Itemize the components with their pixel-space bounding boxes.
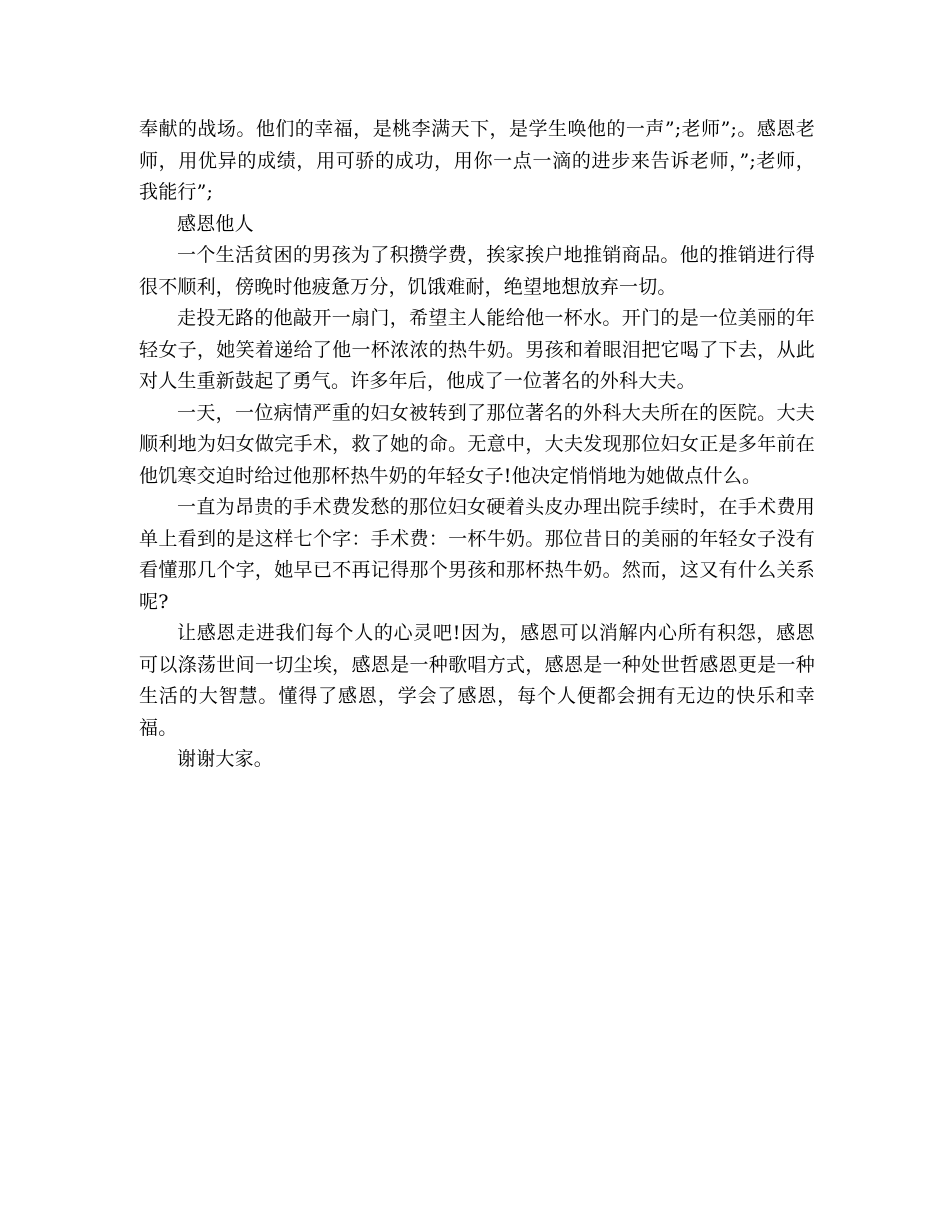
paragraph: 一天，一位病情严重的妇女被转到了那位著名的外科大夫所在的医院。大夫顺利地为妇女做完手术，救了她的命。无意中，大夫发现那位妇女正是多年前在他饥寒交迫时给过他那杯热牛奶的年轻女子!他决定悄悄地为她做点什么。 — [139, 401, 815, 487]
paragraph: 一直为昂贵的手术费发愁的那位妇女硬着头皮办理出院手续时，在手术费用单上看到的是这样七个字：手术费：一杯牛奶。那位昔日的美丽的年轻女子没有看懂那几个字，她早已不再记得那个男孩和那杯热牛奶。然而，这又有什么关系呢? — [139, 496, 815, 613]
paragraph: 一个生活贫困的男孩为了积攒学费，挨家挨户地推销商品。他的推销进行得很不顺利，傍晚时他疲惫万分，饥饿难耐，绝望地想放弃一切。 — [139, 244, 815, 298]
closing-line: 谢谢大家。 — [177, 748, 274, 770]
document-page — [139, 114, 815, 776]
paragraph-continued: 奉献的战场。他们的幸福，是桃李满天下，是学生唤他的一声”;老师”;。感恩老师，用优异的成绩，用可骄的成功，用你一点一滴的进步来告诉老师，”;老师，我能行”; — [139, 118, 815, 203]
paragraph: 让感恩走进我们每个人的心灵吧!因为，感恩可以消解内心所有积怨，感恩可以涤荡世间一切尘埃，感恩是一种歌唱方式，感恩是一种处世哲感恩更是一种生活的大智慧。懂得了感恩，学会了感恩，每个人便都会拥有无边的快乐和幸福。 — [139, 622, 815, 739]
section-heading: 感恩他人 — [177, 212, 254, 235]
paragraph: 走投无路的他敲开一扇门，希望主人能给他一杯水。开门的是一位美丽的年轻女子，她笑着递给了他一杯浓浓的热牛奶。男孩和着眼泪把它喝了下去，从此对人生重新鼓起了勇气。许多年后，他成了一位著名的外科大夫。 — [139, 307, 815, 392]
